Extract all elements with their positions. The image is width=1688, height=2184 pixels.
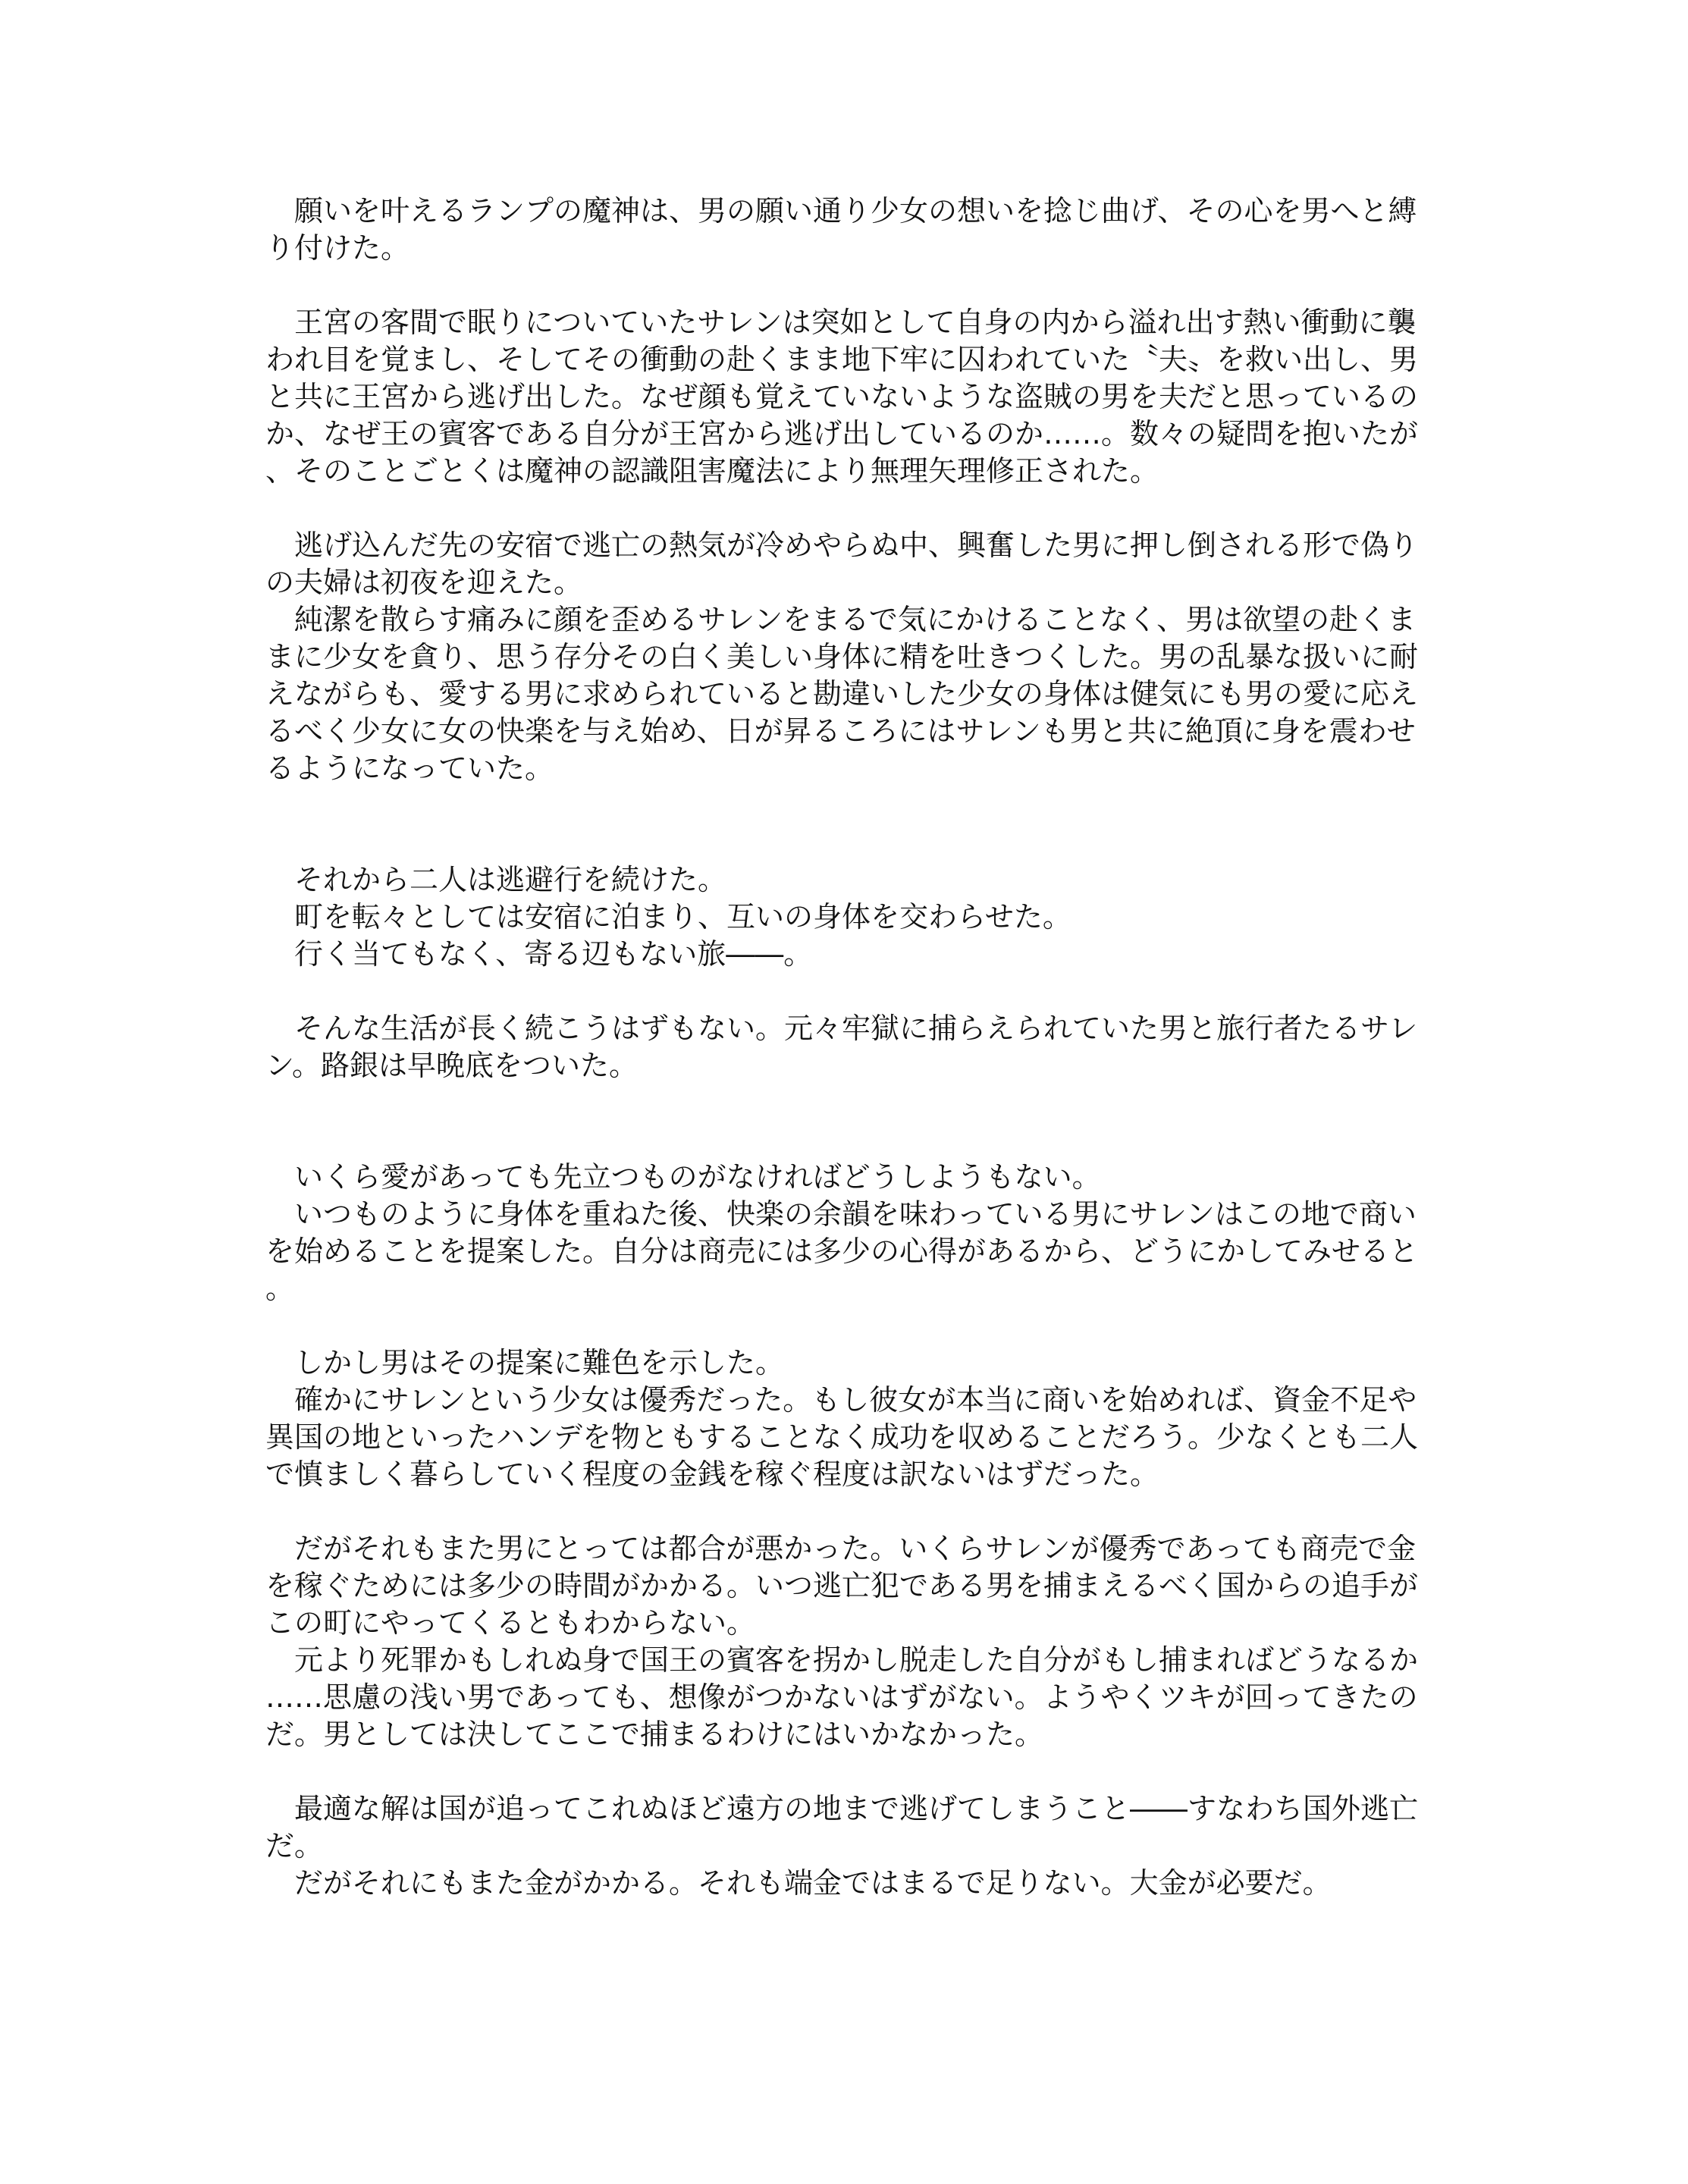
text-line: そんな生活が長く続こうはずもない。元々牢獄に捕らえられていた男と旅行者たるサレ	[265, 1012, 1418, 1045]
text-line: 。	[265, 1272, 295, 1305]
text-line: だがそれもまた男にとっては都合が悪かった。いくらサレンが優秀であっても商売で金	[265, 1532, 1417, 1565]
text-line: われ目を覚まし、そしてその衝動の赴くまま地下牢に囚われていた〝夫〟を救い出し、男	[265, 343, 1419, 376]
text-line: 町を転々としては安宿に泊まり、互いの身体を交わらせた。	[265, 900, 1071, 934]
text-line: ン。路銀は早晩底をついた。	[265, 1049, 638, 1082]
text-line: 逃げ込んだ先の安宿で逃亡の熱気が冷めやらぬ中、興奮した男に押し倒される形で偽り	[265, 529, 1419, 562]
text-line: だがそれにもまた金がかかる。それも端金ではまるで足りない。大金が必要だ。	[265, 1866, 1332, 1900]
paragraph-gap	[265, 267, 1433, 304]
text-line: 願いを叶えるランプの魔神は、男の願い通り少女の想いを捻じ曲げ、その心を男へと縛	[265, 194, 1417, 228]
text-line: えながらも、愛する男に求められていると勘違いした少女の身体は健気にも男の愛に応え	[265, 677, 1419, 711]
text-line: り付けた。	[265, 231, 410, 265]
text-line: か、なぜ王の賓客である自分が王宮から逃げ出しているのか……。数々の疑問を抱いたが	[265, 417, 1419, 450]
paragraph	[265, 304, 1433, 490]
text-line: るようになっていた。	[265, 752, 554, 785]
text-line: いつものように身体を重ねた後、快楽の余韻を味わっている男にサレンはこの地で商い	[265, 1197, 1417, 1231]
text-line: だ。男としては決してここで捕まるわけにはいかなかった。	[265, 1718, 1044, 1751]
paragraph	[265, 1159, 1433, 1307]
text-line: の夫婦は初夜を迎えた。	[265, 566, 583, 599]
text-line: この町にやってくるともわからない。	[265, 1606, 756, 1640]
text-line: だ。	[265, 1829, 324, 1862]
text-line: それから二人は逃避行を続けた。	[265, 863, 727, 896]
text-line: 行く当てもなく、寄る辺もない旅――。	[265, 937, 813, 971]
text-line: ……思慮の浅い男であっても、想像がつかないはずがない。ようやくツキが回ってきたの	[265, 1680, 1418, 1714]
paragraph-gap	[265, 787, 1433, 861]
paragraph-gap	[265, 490, 1433, 527]
paragraph-gap	[265, 1493, 1433, 1530]
text-line: しかし男はその提案に難色を示した。	[265, 1346, 785, 1379]
text-line: るべく少女に女の快楽を与え始め、日が昇るころにはサレンも男と共に絶頂に身を震わせ	[265, 714, 1416, 748]
text-line: 、そのことごとくは魔神の認識阻害魔法により無理矢理修正された。	[265, 454, 1159, 488]
text-line: 最適な解は国が追ってこれぬほど遠方の地まで逃げてしまうこと――すなわち国外逃亡	[265, 1792, 1419, 1825]
paragraph	[265, 527, 1433, 787]
text-line: まに少女を貪り、思う存分その白く美しい身体に精を吐きつくした。男の乱暴な扱いに耐	[265, 640, 1419, 673]
paragraph	[265, 1790, 1433, 1902]
text-line: 確かにサレンという少女は優秀だった。もし彼女が本当に商いを始めれば、資金不足や	[265, 1383, 1417, 1417]
text-line: いくら愛があっても先立つものがなければどうしようもない。	[265, 1160, 1101, 1194]
text-line: 純潔を散らす痛みに顔を歪めるサレンをまるで気にかけることなく、男は欲望の赴くま	[265, 603, 1417, 636]
paragraph-gap	[265, 1753, 1433, 1790]
paragraph	[265, 861, 1433, 973]
text-line: と共に王宮から逃げ出した。なぜ顔も覚えていないような盗賊の男を夫だと思っているの	[265, 380, 1419, 413]
paragraph	[265, 193, 1433, 267]
text-line: で慎ましく暮らしていく程度の金銭を稼ぐ程度は訳ないはずだった。	[265, 1458, 1159, 1491]
paragraph	[265, 1345, 1433, 1493]
text-line: 元より死罪かもしれぬ身で国王の賓客を拐かし脱走した自分がもし捕まればどうなるか	[265, 1643, 1419, 1677]
text-line: 異国の地といったハンデを物ともすることなく成功を収めることだろう。少なくとも二人	[265, 1420, 1419, 1454]
text-line: を稼ぐためには多少の時間がかかる。いつ逃亡犯である男を捕まえるべく国からの追手が	[265, 1569, 1419, 1602]
paragraph-gap	[265, 1084, 1433, 1159]
paragraph-gap	[265, 1307, 1433, 1345]
paragraph-gap	[265, 973, 1433, 1010]
text-line: 王宮の客間で眠りについていたサレンは突如として自身の内から溢れ出す熱い衝動に襲	[265, 306, 1417, 339]
document-body	[265, 193, 1433, 1902]
text-line: を始めることを提案した。自分は商売には多少の心得があるから、どうにかしてみせると	[265, 1235, 1419, 1268]
paragraph	[265, 1530, 1433, 1753]
paragraph	[265, 1010, 1433, 1084]
